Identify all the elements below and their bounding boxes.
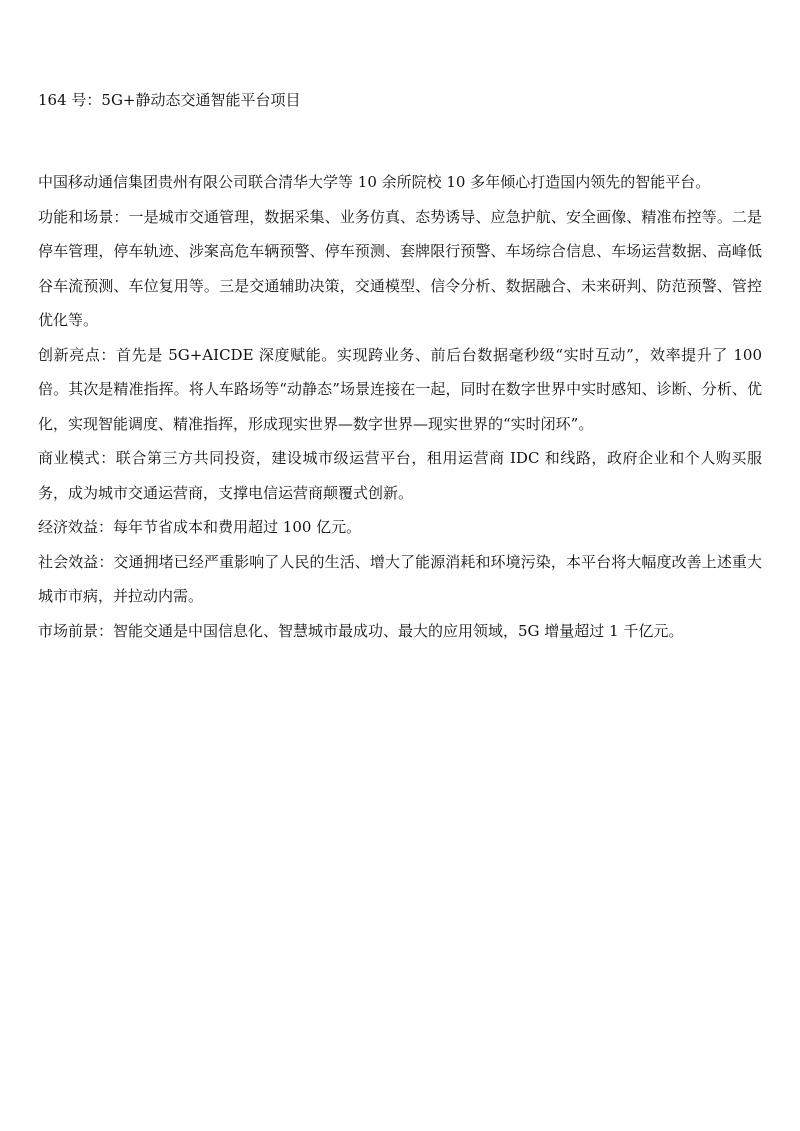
paragraph-economic-benefit: 经济效益：每年节省成本和费用超过 100 亿元。 <box>38 518 362 536</box>
paragraph-innovation: 创新亮点：首先是 5G+AICDE 深度赋能。实现跨业务、前后台数据毫秒级“实时互动”，效率提升了 100 倍。其次是精准指挥。将人车路场等“动静态”场景连接在一起，同时在数字世界中实时感知、诊断、分析、优化，实现智能调度、精准指挥，形成现实世界—数字世界—现实世界的“实时闭环”。 <box>38 345 762 433</box>
paragraph-functions: 功能和场景：一是城市交通管理，数据采集、业务仿真、态势诱导、应急护航、安全画像、精准布控等。二是停车管理，停车轨迹、涉案高危车辆预警、停车预测、套牌限行预警、车场综合信息、车场运营数据、高峰低谷车流预测、车位复用等。三是交通辅助决策，交通模型、信令分析、数据融合、未来研判、防范预警、管控优化等。 <box>38 207 762 329</box>
paragraph-market-outlook: 市场前景：智能交通是中国信息化、智慧城市最成功、最大的应用领域，5G 增量超过 1 千亿元。 <box>38 621 684 640</box>
paragraph-social-benefit: 社会效益：交通拥堵已经严重影响了人民的生活、增大了能源消耗和环境污染，本平台将大幅度改善上述重大城市市病，并拉动内需。 <box>38 552 762 605</box>
page-title: 164 号：5G+静动态交通智能平台项目 <box>38 91 301 109</box>
paragraph-business-model: 商业模式：联合第三方共同投资，建设城市级运营平台，租用运营商 IDC 和线路，政府企业和个人购买服务，成为城市交通运营商，支撑电信运营商颠覆式创新。 <box>38 449 762 502</box>
paragraph-intro: 中国移动通信集团贵州有限公司联合清华大学等 10 余所院校 10 多年倾心打造国内领先的智能平台。 <box>38 173 711 191</box>
